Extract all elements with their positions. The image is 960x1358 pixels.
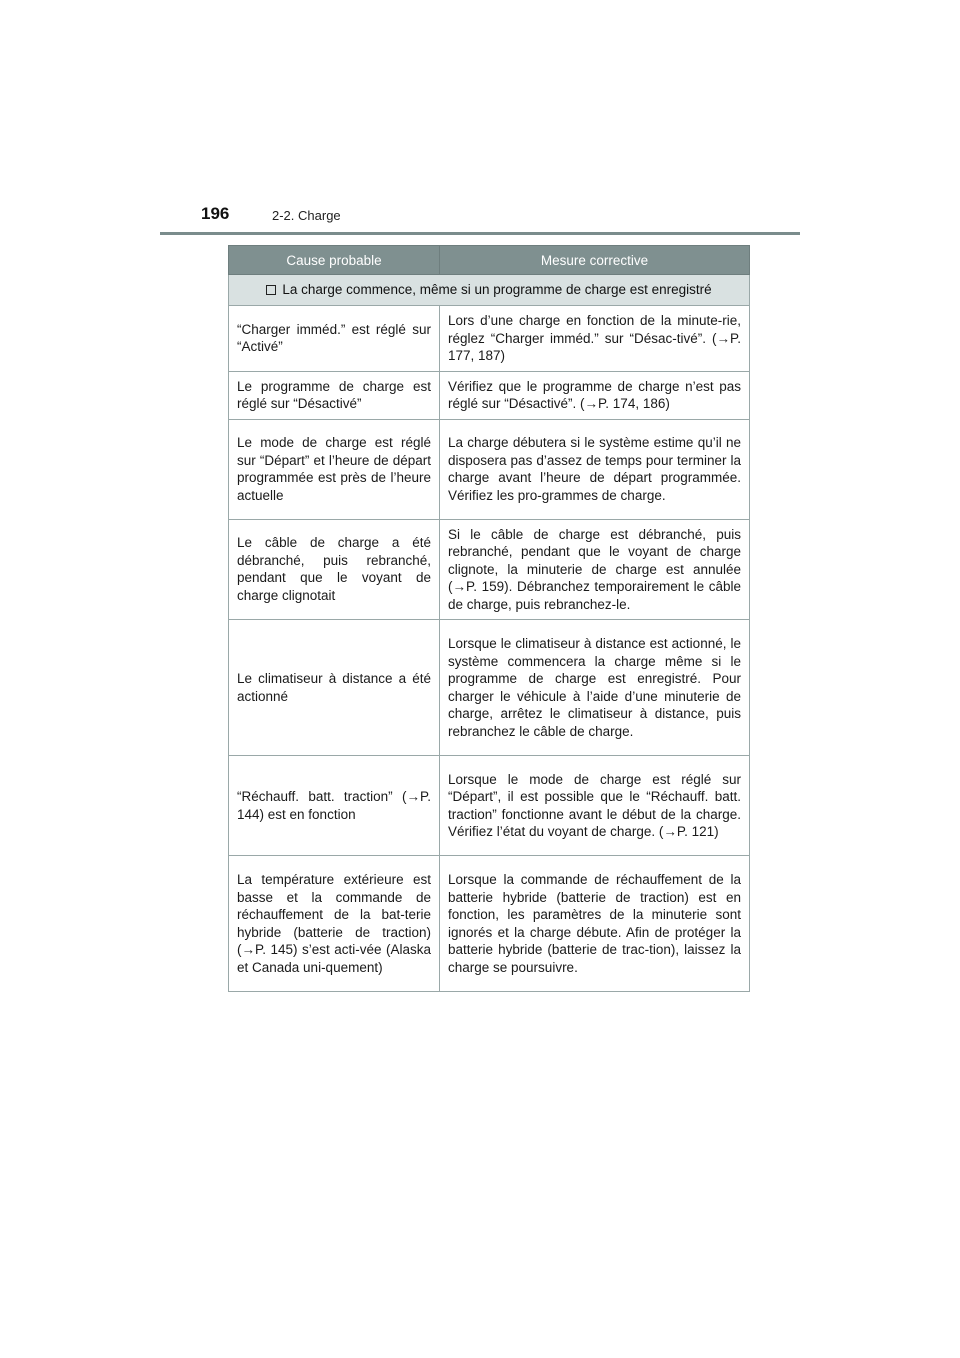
remedy-cell: Lorsque la commande de réchauffement de la batterie hybride (batterie de traction) est en fonction, les paramètres de la minuterie sont ignorés et la charge débute. Afin de protéger la batterie hybride (batterie de trac-tion), laissez la charge se poursuivre. [440, 856, 750, 992]
table-row [229, 306, 750, 372]
table-row [229, 519, 750, 620]
remedy-cell: Vérifiez que le programme de charge n’est pas réglé sur “Désactivé”. (→P. 174, 186) [440, 371, 750, 419]
remedy-cell: Lorsque le mode de charge est réglé sur “Départ”, il est possible que le “Réchauff. batt. traction” fonctionne avant le début de la charge. Vérifiez l’état du voyant de charge. (→P. 121) [440, 756, 750, 856]
remedy-cell: Si le câble de charge est débranché, puis rebranché, pendant que le voyant de charge clignote, la minuterie de charge est annulée (→P. 159). Débranchez temporairement le câble de charge, puis rebranchez-le. [440, 519, 750, 620]
cause-cell: Le mode de charge est réglé sur “Départ” et l’heure de départ programmée est près de l’heure actuelle [229, 419, 440, 519]
column-header-cause: Cause probable [229, 246, 440, 275]
section-title: 2-2. Charge [272, 208, 341, 223]
section-heading-text: La charge commence, même si un programme de charge est enregistré [282, 282, 712, 298]
remedy-cell: Lorsque le climatiseur à distance est actionné, le système commencera la charge même si le programme de charge est enregistré. Pour charger le véhicule à l’aide d’une minuterie de charge, arrêtez le climatiseur à distance, puis rebranchez le câble de charge. [440, 620, 750, 756]
cause-cell: La température extérieure est basse et la commande de réchauffement de la bat-terie hybride (batterie de traction) (→P. 145) s’est acti-vée (Alaska et Canada uni-quement) [229, 856, 440, 992]
cause-cell: “Réchauff. batt. traction” (→P. 144) est en fonction [229, 756, 440, 856]
page-number: 196 [201, 204, 230, 223]
column-header-remedy: Mesure corrective [440, 246, 750, 275]
section-heading-cell [229, 275, 750, 306]
troubleshooting-table [228, 245, 750, 992]
table-row [229, 419, 750, 519]
cause-cell: “Charger imméd.” est réglé sur “Activé” [229, 306, 440, 372]
cause-cell: Le câble de charge a été débranché, puis rebranché, pendant que le voyant de charge clignotait [229, 519, 440, 620]
table-header-row [229, 246, 750, 275]
table-row [229, 620, 750, 756]
table-section-row [229, 275, 750, 306]
troubleshooting-table-container [228, 245, 750, 992]
remedy-cell: Lors d’une charge en fonction de la minute-rie, réglez “Charger imméd.” sur “Désac-tivé”. (→P. 177, 187) [440, 306, 750, 372]
header-rule [160, 232, 800, 235]
checkbox-icon [266, 285, 276, 295]
cause-cell: Le programme de charge est réglé sur “Désactivé” [229, 371, 440, 419]
remedy-cell: La charge débutera si le système estime qu’il ne disposera pas d’assez de temps pour terminer la charge avant l’heure de départ programmée. Vérifiez les pro-grammes de charge. [440, 419, 750, 519]
table-row [229, 756, 750, 856]
cause-cell: Le climatiseur à distance a été actionné [229, 620, 440, 756]
table-row [229, 856, 750, 992]
table-row [229, 371, 750, 419]
